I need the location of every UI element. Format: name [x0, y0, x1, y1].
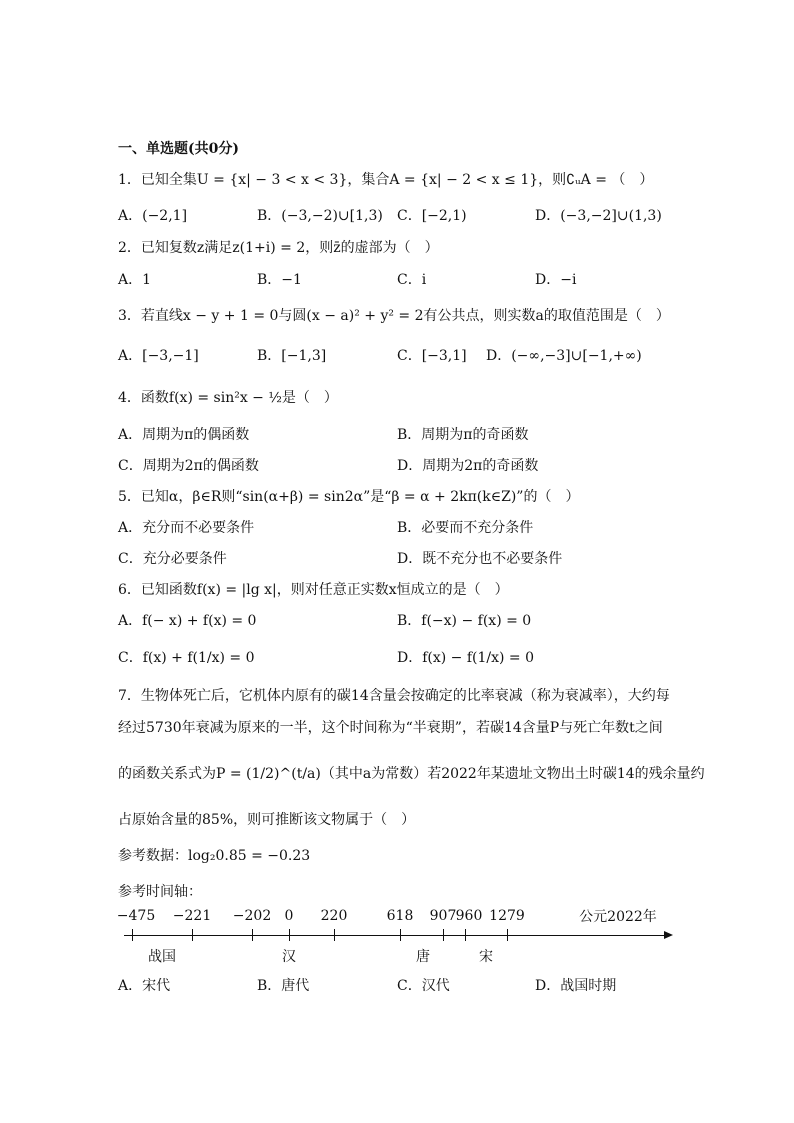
timeline-tick-label: 220: [320, 908, 348, 924]
q1-stem: 1．已知全集U = {x| − 3 < x < 3}，集合A = {x| − 2 < x ≤ 1}，则∁ᵤA = （ ）: [118, 172, 654, 188]
q7-line1: 7．生物体死亡后，它机体内原有的碳14含量会按确定的比率衰减（称为衰减率），大约每: [118, 688, 670, 704]
timeline-tick: [507, 929, 508, 941]
q7-line2: 经过5730年衰减为原来的一半，这个时间称为“半衰期”，若碳14含量P与死亡年数t之间: [118, 720, 663, 736]
q3-option-b[interactable]: B．[−1,3]: [257, 348, 327, 364]
q7-option-a[interactable]: A．宋代: [118, 978, 171, 994]
q3-stem: 3．若直线x − y + 1 = 0与圆(x − a)² + y² = 2有公共点，则实数a的取值范围是（ ）: [118, 308, 670, 324]
timeline-tick: [132, 929, 133, 941]
q2-option-c[interactable]: C．i: [397, 272, 427, 288]
reference-timeline: [118, 908, 678, 968]
q4-option-c[interactable]: C．周期为2π的偶函数: [118, 458, 259, 474]
q6-option-c[interactable]: C．f(x) + f(1/x) = 0: [118, 650, 255, 666]
q1-option-b[interactable]: B．(−3,−2)∪[1,3): [257, 208, 383, 224]
q4-stem: 4．函数f(x) = sin²x − ½是（ ）: [118, 390, 338, 406]
q7-option-c[interactable]: C．汉代: [397, 978, 450, 994]
q2-stem: 2．已知复数z满足z(1+i) = 2，则z̄的虚部为（ ）: [118, 240, 439, 256]
timeline-era-label: 汉: [282, 949, 296, 965]
q5-option-c[interactable]: C．充分必要条件: [118, 551, 227, 567]
section-title: 一、单选题(共0分): [118, 141, 239, 157]
q7-ref-data: 参考数据：log₂0.85 = −0.23: [118, 848, 311, 864]
timeline-end-label: 公元2022年: [579, 909, 657, 925]
q7-option-d[interactable]: D．战国时期: [535, 978, 617, 994]
timeline-era-label: 宋: [479, 949, 493, 965]
q4-option-a[interactable]: A．周期为π的偶函数: [118, 427, 250, 443]
q5-stem: 5．已知α，β∈R则“sin(α+β) = sin2α”是“β = α + 2kπ(k∈Z)”的（ ）: [118, 489, 580, 505]
timeline-tick: [192, 929, 193, 941]
q6-option-b[interactable]: B．f(−x) − f(x) = 0: [397, 613, 532, 629]
timeline-tick-label: 907: [429, 908, 457, 924]
q6-option-d[interactable]: D．f(x) − f(1/x) = 0: [397, 650, 535, 666]
q4-option-d[interactable]: D．周期为2π的奇函数: [397, 458, 539, 474]
q6-stem: 6．已知函数f(x) = |lg x|，则对任意正实数x恒成立的是（ ）: [118, 582, 509, 598]
q1-option-d[interactable]: D．(−3,−2]∪(1,3): [535, 208, 662, 224]
q3-option-d[interactable]: D．(−∞,−3]∪[−1,+∞): [486, 348, 642, 364]
q5-option-b[interactable]: B．必要而不充分条件: [397, 520, 534, 536]
q7-line4: 占原始含量的85%，则可推断该文物属于（ ）: [118, 812, 416, 828]
q4-option-b[interactable]: B．周期为π的奇函数: [397, 427, 529, 443]
timeline-tick-label: 960: [455, 908, 483, 924]
q7-ref-timeline-label: 参考时间轴：: [118, 884, 202, 900]
timeline-tick: [465, 929, 466, 941]
timeline-tick: [334, 929, 335, 941]
q1-option-c[interactable]: C．[−2,1): [397, 208, 467, 224]
q7-option-b[interactable]: B．唐代: [257, 978, 310, 994]
timeline-tick: [400, 929, 401, 941]
timeline-tick-label: 0: [284, 908, 294, 924]
q1-option-a[interactable]: A．(−2,1]: [118, 208, 188, 224]
q2-option-b[interactable]: B．−1: [257, 272, 302, 288]
q7-line3: 的函数关系式为P = (1/2)^(t/a)（其中a为常数）若2022年某遗址文物出土时碳14的残余量约: [118, 766, 705, 782]
q6-option-a[interactable]: A．f(− x) + f(x) = 0: [118, 613, 257, 629]
timeline-tick-label: 1279: [489, 908, 525, 924]
q3-option-a[interactable]: A．[−3,−1]: [118, 348, 199, 364]
q5-option-d[interactable]: D．既不充分也不必要条件: [397, 551, 563, 567]
q3-option-c[interactable]: C．[−3,1]: [397, 348, 467, 364]
timeline-tick: [289, 929, 290, 941]
timeline-tick: [443, 929, 444, 941]
timeline-axis: [124, 935, 668, 936]
timeline-tick-label: −202: [232, 908, 272, 924]
q2-option-d[interactable]: D．−i: [535, 272, 577, 288]
timeline-tick-label: 618: [386, 908, 414, 924]
timeline-era-label: 战国: [148, 949, 176, 965]
timeline-era-label: 唐: [416, 949, 430, 965]
q5-option-a[interactable]: A．充分而不必要条件: [118, 520, 255, 536]
q2-option-a[interactable]: A．1: [118, 272, 152, 288]
timeline-tick: [252, 929, 253, 941]
timeline-arrow-icon: [664, 931, 673, 939]
timeline-tick-label: −221: [172, 908, 212, 924]
timeline-tick-label: −475: [116, 908, 156, 924]
